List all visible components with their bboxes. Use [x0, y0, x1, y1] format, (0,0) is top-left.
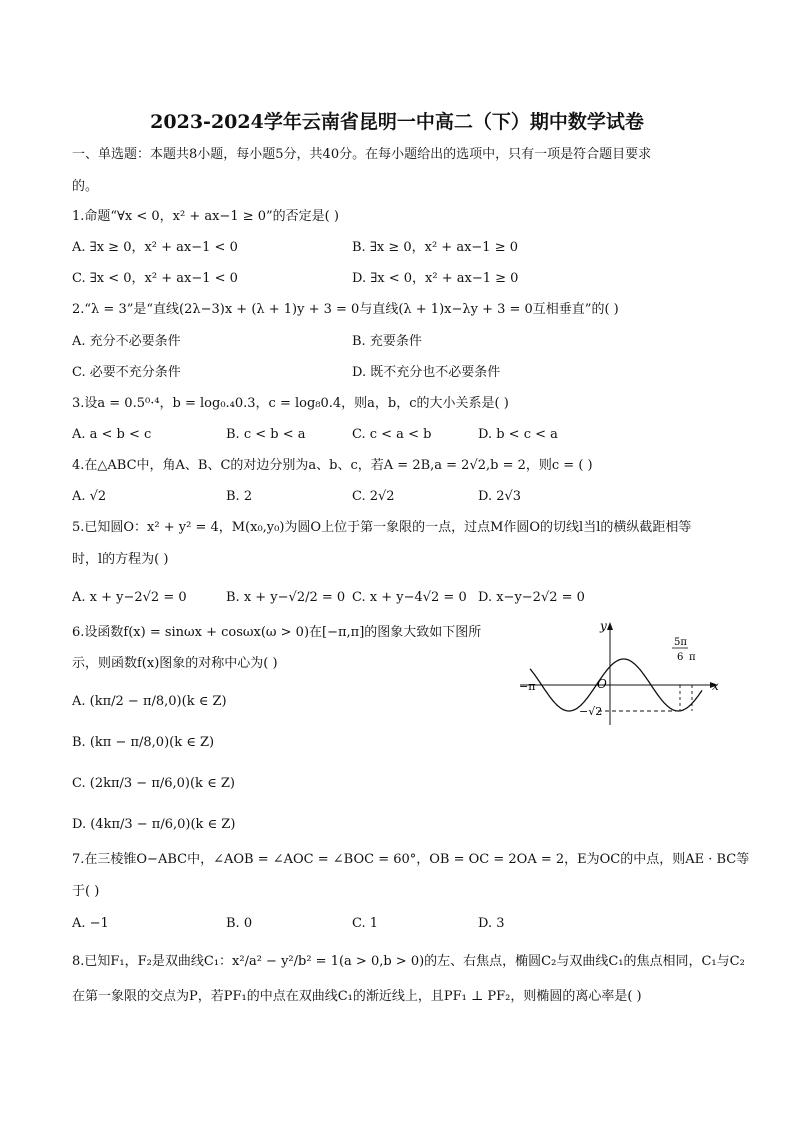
q5-option-d: D. x−y−2√2 = 0: [478, 590, 585, 605]
q6-option-b: B. (kπ − π/8,0)(k ∈ Z): [72, 735, 215, 750]
q5-option-b: B. x + y−√2/2 = 0: [226, 590, 346, 605]
question-7-stem-line1: 7.在三棱锥O−ABC中，∠AOB = ∠AOC = ∠BOC = 60°，OB = OC = 2OA = 2，E为OC的中点，则AE · BC等: [72, 852, 750, 867]
q3-option-d: D. b < c < a: [478, 427, 558, 442]
q3-option-b: B. c < b < a: [226, 427, 306, 442]
q7-option-d: D. 3: [478, 916, 505, 931]
page-title: 2023-2024学年云南省昆明一中高二（下）期中数学试卷: [150, 111, 644, 133]
question-5-stem-line1: 5.已知圆O：x² + y² = 4，M(x₀,y₀)为圆O上位于第一象限的一点，过点M作圆O的切线l当l的横纵截距相等: [72, 520, 692, 535]
q4-option-c: C. 2√2: [352, 489, 395, 504]
q6-option-d: D. (4kπ/3 − π/6,0)(k ∈ Z): [72, 817, 236, 832]
question-2-stem: 2.“λ = 3”是“直线(2λ−3)x + (λ + 1)y + 3 = 0与直线(λ + 1)x−λy + 3 = 0互相垂直”的( ): [72, 302, 619, 317]
min-value-label: −√2: [579, 705, 603, 718]
question-4-stem: 4.在△ABC中，角A、B、C的对边分别为a、b、c，若A = 2B,a = 2√2,b = 2，则c = ( ): [72, 458, 593, 473]
question-6-stem-line2: 示，则函数f(x)图象的对称中心为( ): [72, 656, 278, 671]
q6-option-a: A. (kπ/2 − π/8,0)(k ∈ Z): [72, 694, 227, 709]
q4-option-a: A. √2: [72, 489, 107, 504]
origin-label: O: [597, 677, 607, 691]
question-5-stem-line2: 时，l的方程为( ): [72, 552, 169, 567]
q1-option-a: A. ∃x ≥ 0，x² + ax−1 < 0: [72, 240, 238, 255]
question-3-stem: 3.设a = 0.5⁰·⁴，b = log₀.₄0.3，c = log₈0.4，则a，b，c的大小关系是( ): [72, 396, 509, 411]
q7-option-c: C. 1: [352, 916, 379, 931]
question-1-stem: 1.命题“∀x < 0，x² + ax−1 ≥ 0”的否定是( ): [72, 209, 339, 224]
five-pi-numerator: 5π: [674, 637, 687, 648]
q5-option-a: A. x + y−2√2 = 0: [72, 590, 187, 605]
q7-option-b: B. 0: [226, 916, 253, 931]
x-axis-label: x: [712, 679, 719, 693]
five-pi-denominator: 6: [677, 652, 684, 663]
section-heading-line2: 的。: [72, 179, 99, 194]
q6-option-c: C. (2kπ/3 − π/6,0)(k ∈ Z): [72, 776, 235, 791]
q4-option-b: B. 2: [226, 489, 253, 504]
q2-option-c: C. 必要不充分条件: [72, 365, 181, 380]
pi-label: π: [689, 652, 696, 663]
question-6-stem-line1: 6.设函数f(x) = sinωx + cosωx(ω > 0)在[−π,π]的图象大致如下图所: [72, 625, 482, 640]
section-heading-line1: 一、单选题：本题共8小题，每小题5分，共40分。在每小题给出的选项中，只有一项是符合题目要求: [72, 147, 652, 162]
q7-option-a: A. −1: [72, 916, 109, 931]
q1-option-b: B. ∃x ≥ 0，x² + ax−1 ≥ 0: [352, 240, 519, 255]
q1-option-c: C. ∃x < 0，x² + ax−1 < 0: [72, 271, 238, 286]
q1-option-d: D. ∃x < 0，x² + ax−1 ≥ 0: [352, 271, 519, 286]
q2-option-a: A. 充分不必要条件: [72, 334, 181, 349]
question-8-stem-line2: 在第一象限的交点为P，若PF₁的中点在双曲线C₁的渐近线上，且PF₁ ⊥ PF₂，则椭圆的离心率是( ): [72, 989, 642, 1004]
q4-option-d: D. 2√3: [478, 489, 522, 504]
y-axis-label: y: [600, 620, 607, 633]
q3-option-c: C. c < a < b: [352, 427, 432, 442]
q2-option-d: D. 既不充分也不必要条件: [352, 365, 501, 380]
sine-graph-figure: [512, 620, 727, 730]
q5-option-c: C. x + y−4√2 = 0: [352, 590, 467, 605]
q3-option-a: A. a < b < c: [72, 427, 152, 442]
y-axis-arrow-icon: [607, 622, 613, 630]
q2-option-b: B. 充要条件: [352, 334, 422, 349]
neg-pi-label: −π: [519, 680, 536, 693]
question-8-stem-line1: 8.已知F₁，F₂是双曲线C₁：x²/a² − y²/b² = 1(a > 0,b > 0)的左、右焦点，椭圆C₂与双曲线C₁的焦点相同，C₁与C₂: [72, 954, 745, 969]
question-7-stem-line2: 于( ): [72, 884, 100, 899]
